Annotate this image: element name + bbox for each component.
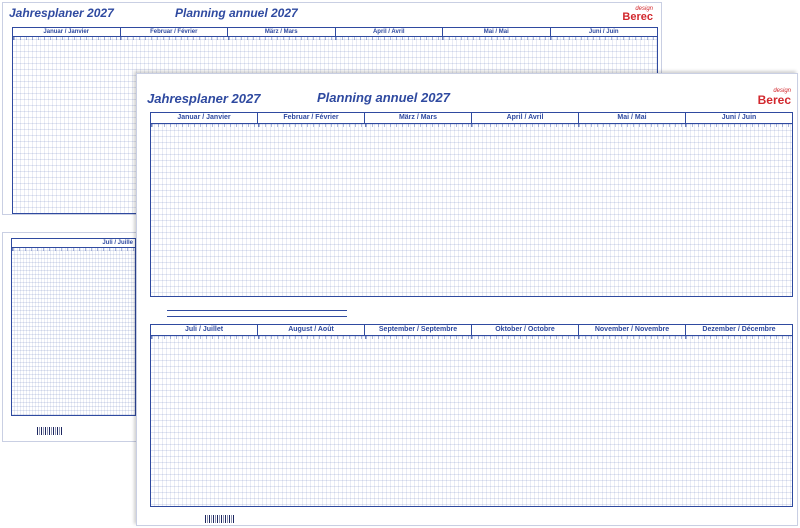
month-header-6: Dezember / Décembre (685, 325, 792, 336)
back-brand-name: Berec (622, 11, 653, 23)
week-cell-3 (365, 124, 472, 127)
front-first-half-month-header (151, 113, 792, 124)
month-header-3: März / Mars (364, 113, 471, 124)
front-first-half-week-row (151, 124, 792, 127)
week-cell-6 (685, 124, 792, 127)
back-lower-week-row (12, 248, 135, 251)
back-lower-week-cell (12, 248, 135, 251)
back-week-row (13, 37, 657, 40)
front-brand-logo (758, 88, 791, 106)
week-cell-6 (685, 336, 792, 339)
back-title-french: Planning annuel 2027 (175, 6, 298, 20)
week-cell-3 (365, 336, 472, 339)
back-lower-month-label: Juli / Juille (12, 239, 135, 248)
front-planner-sheet (136, 73, 798, 526)
week-cell-5 (442, 37, 549, 40)
month-header-6: Juni / Juin (685, 113, 792, 124)
front-barcode (205, 515, 235, 523)
month-header-1: Juli / Juillet (151, 325, 257, 336)
month-header-3: März / Mars (227, 28, 335, 37)
back-brand-logo (622, 6, 653, 23)
front-title-german: Jahresplaner 2027 (147, 91, 261, 106)
month-header-4: April / Avril (335, 28, 443, 37)
month-header-2: Februar / Février (257, 113, 364, 124)
week-cell-3 (228, 37, 335, 40)
back-month-header-row (13, 28, 657, 37)
front-first-half-grid (150, 112, 793, 297)
week-cell-1 (13, 37, 120, 40)
month-header-3: September / Septembre (364, 325, 471, 336)
month-header-6: Juni / Juin (550, 28, 658, 37)
back-barcode (37, 427, 63, 435)
month-header-1: Januar / Janvier (13, 28, 120, 37)
back-lower-month-header (12, 239, 135, 248)
month-header-5: Mai / Mai (578, 113, 685, 124)
week-cell-4 (335, 37, 442, 40)
back-planner-sheet-lower (2, 232, 137, 442)
legend-line-1 (167, 310, 347, 311)
week-cell-2 (258, 124, 365, 127)
front-brand-design-text: design (773, 88, 791, 94)
week-cell-5 (578, 124, 685, 127)
week-cell-2 (258, 336, 365, 339)
front-second-half-grid (150, 324, 793, 507)
month-header-1: Januar / Janvier (151, 113, 257, 124)
month-header-4: Oktober / Octobre (471, 325, 578, 336)
front-second-half-week-row (151, 336, 792, 339)
front-brand-name: Berec (757, 93, 791, 107)
back-brand-design-text: design (635, 6, 653, 12)
week-cell-5 (578, 336, 685, 339)
week-cell-6 (550, 37, 657, 40)
front-second-half-month-header (151, 325, 792, 336)
back-lower-calendar-grid (11, 238, 136, 416)
week-cell-2 (120, 37, 227, 40)
month-header-5: November / Novembre (578, 325, 685, 336)
week-cell-4 (471, 336, 578, 339)
month-header-2: Februar / Février (120, 28, 228, 37)
month-header-4: April / Avril (471, 113, 578, 124)
legend-line-2 (167, 316, 347, 317)
week-cell-4 (471, 124, 578, 127)
month-header-5: Mai / Mai (442, 28, 550, 37)
week-cell-1 (151, 124, 258, 127)
back-title-german: Jahresplaner 2027 (9, 6, 114, 20)
month-header-2: August / Août (257, 325, 364, 336)
week-cell-1 (151, 336, 258, 339)
front-title-french: Planning annuel 2027 (317, 90, 450, 105)
